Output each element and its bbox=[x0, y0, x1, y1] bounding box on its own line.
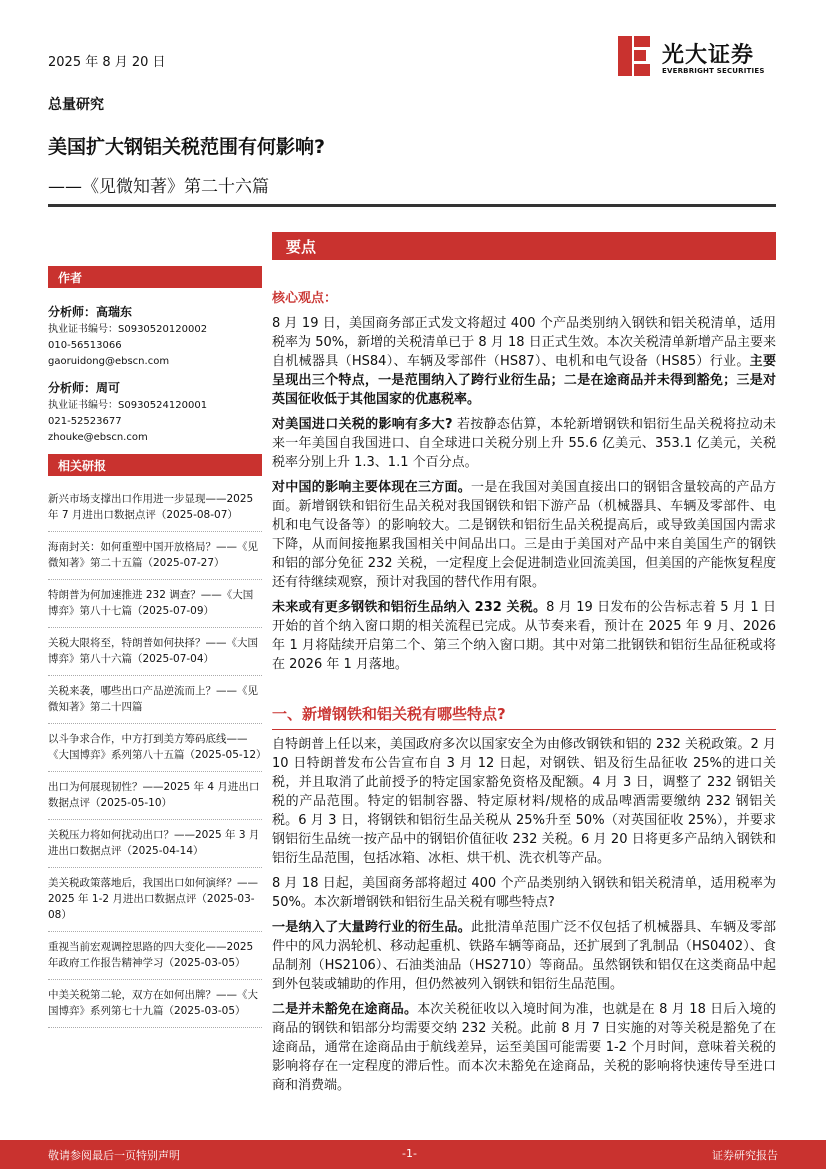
paragraph-4 bbox=[272, 598, 776, 674]
p1-text: 8 月 19 日，美国商务部正式发文将超过 400 个产品类别纳入钢铁和铝关税清单，适用税率为 50%，新增的关税清单已于 8 月 18 日正式生效。本次关税清单新增产品主要来自机械器具（HS84）、车辆及零部件（HS87）、电机和电气设备（HS85）行业。 bbox=[272, 316, 776, 369]
analyst-cert: 执业证书编号：S0930520120002 bbox=[48, 324, 208, 335]
paragraph-2 bbox=[272, 415, 776, 472]
list-item[interactable]: 特朗普为何加速推进 232 调查？——《大国博弈》第八十七篇（2025-07-09） bbox=[48, 586, 262, 628]
author-heading: 作者 bbox=[48, 266, 262, 288]
report-subtitle: ——《见微知著》第二十六篇 bbox=[48, 177, 269, 197]
list-item[interactable]: 新兴市场支撑出口作用进一步显现——2025 年 7 月进出口数据点评（2025-08-07） bbox=[48, 490, 262, 532]
list-item[interactable]: 中美关税第二轮，双方在如何出牌？——《大国博弈》系列第七十九篇（2025-03-05） bbox=[48, 986, 262, 1028]
analyst-email[interactable]: zhouke@ebscn.com bbox=[48, 432, 148, 443]
related-reports-heading: 相关研报 bbox=[48, 454, 262, 476]
list-item[interactable]: 美关税政策落地后，我国出口如何演绎？——2025 年 1-2 月进出口数据点评（2025-03-08） bbox=[48, 874, 262, 932]
section-heading-1: 一、新增钢铁和铝关税有哪些特点? bbox=[272, 703, 776, 730]
analyst-cert: 执业证书编号：S0930524120001 bbox=[48, 400, 208, 411]
list-item[interactable]: 海南封关：如何重塑中国开放格局？——《见微知著》第二十五篇（2025-07-27） bbox=[48, 538, 262, 580]
report-category: 总量研究 bbox=[48, 97, 104, 113]
list-item[interactable]: 关税压力将如何扰动出口？——2025 年 3 月进出口数据点评（2025-04-14） bbox=[48, 826, 262, 868]
page-number: -1- bbox=[402, 1147, 417, 1160]
paragraph-7 bbox=[272, 918, 776, 994]
related-reports-list bbox=[48, 490, 267, 1034]
analyst-block-1 bbox=[48, 304, 262, 370]
p8-bold: 二是并未豁免在途商品。 bbox=[272, 1002, 418, 1017]
list-item[interactable]: 以斗争求合作，中方打到美方筹码底线——《大国博弈》系列第八十五篇（2025-05-12） bbox=[48, 730, 262, 772]
logo-text-cn: 光大证券 bbox=[662, 43, 755, 68]
footer-disclaimer: 敬请参阅最后一页特别声明 bbox=[48, 1149, 180, 1162]
p2-text: 若按静态估算，本轮新增钢铁和铝衍生品关税将拉动未来一年美国自我国进口、自全球进口关税分别上升 55.6 亿美元、353.1 亿美元，关税税率分别上升 1.3、1.1 个百分点。 bbox=[272, 417, 777, 470]
analyst-email[interactable]: gaoruidong@ebscn.com bbox=[48, 356, 170, 367]
paragraph-1 bbox=[272, 314, 776, 409]
p4-text: 8 月 19 日发布的公告标志着 5 月 1 日开始的首个纳入窗口期的相关流程已完成。从节奏来看，预计在 2025 年 9 月、2026 年 1 月将陆续开启第二个、第三个纳入窗口期。其中对第二批钢铁和铝衍生品征税或将在 2026 年 1 月落地。 bbox=[272, 600, 776, 672]
paragraph-5: 自特朗普上任以来，美国政府多次以国家安全为由修改钢铁和铝的 232 关税政策。2 月 10 日特朗普发布公告宣布自 3 月 12 日起，对钢铁、铝及衍生品征收 25%的进口关税，并且取消了此前授予的特定国家豁免资格及配额。4 月 3 日，调整了 232 钢铝关税的产品范围。特定的铝制容器、特定原材料/规格的成品啤酒需要缴纳 232 钢铝关税。6 月 3 日，将钢铁和铝衍生品关税从 25%升至 50%（对英国征收 25%），并要求钢铝衍生品统一按产品中的钢铝价值征收 232 关税。6 月 20 日将更多产品纳入钢铁和铝衍生品范围，包括冰箱、冰柜、烘干机、洗衣机等产品。 bbox=[272, 737, 776, 866]
footer-doc-type: 证券研究报告 bbox=[712, 1149, 778, 1162]
p3-text: 一是在我国对美国直接出口的钢铝含量较高的产品方面。新增钢铁和铝衍生品关税对我国钢铁和铝下游产品（机械器具、车辆及零部件、电机和电气设备等）的影响较大。二是钢铁和铝衍生品关税提高后，或导致美国国内需求下降，从而间接拖累我国相关中间品出口。三是由于美国对产品中来自美国生产的钢铁和铝的部分免征 232 关税，一定程度上会促进制造业回流美国，但美国的产能恢复程度还有待继续观察，预计对我国的替代作用有限。 bbox=[272, 480, 776, 590]
paragraph-3 bbox=[272, 478, 776, 592]
list-item[interactable]: 关税大限将至，特朗普如何抉择？——《大国博弈》第八十六篇（2025-07-04） bbox=[48, 634, 262, 676]
p4-bold: 未来或有更多钢铁和铝衍生品纳入 232 关税。 bbox=[272, 600, 547, 615]
list-item[interactable]: 出口为何展现韧性？——2025 年 4 月进出口数据点评（2025-05-10） bbox=[48, 778, 262, 820]
analyst-phone: 021-52523677 bbox=[48, 416, 122, 427]
p8-text: 本次关税征收以入境时间为准，也就是在 8 月 18 日后入境的商品的钢铁和铝部分均需要交纳 232 关税。此前 8 月 7 日实施的对等关税是豁免了在途商品，通常在途商品由于航线差异，运至美国可能需要 1-2 个月时间，意味着关税的影响将存在一定程度的滞后性。而本次未豁免在途商品，关税的影响将快速传导至进口商和消费端。 bbox=[272, 1002, 776, 1093]
p3-bold: 对中国的影响主要体现在三方面。 bbox=[272, 480, 472, 495]
logo-mark-icon bbox=[618, 36, 650, 76]
core-view-label: 核心观点： bbox=[272, 291, 338, 306]
analyst-name: 分析师：高瑞东 bbox=[48, 305, 133, 319]
p2-bold: 对美国进口关税的影响有多大? bbox=[272, 417, 453, 432]
logo-text-en: EVERBRIGHT SECURITIES bbox=[662, 67, 765, 75]
list-item[interactable]: 关税来袭，哪些出口产品逆流而上？——《见微知著》第二十四篇 bbox=[48, 682, 262, 724]
p1-bold: 主要呈现出三个特点，一是范围纳入了跨行业衍生品；二是在途商品并未得到豁免；三是对英国征收低于其他国家的优惠税率。 bbox=[272, 354, 776, 407]
p7-bold: 一是纳入了大量跨行业的衍生品。 bbox=[272, 920, 472, 935]
report-date: 2025 年 8 月 20 日 bbox=[48, 55, 166, 70]
report-title: 美国扩大钢铝关税范围有何影响? bbox=[48, 136, 326, 158]
analyst-phone: 010-56513066 bbox=[48, 340, 122, 351]
analyst-name: 分析师：周可 bbox=[48, 381, 121, 395]
paragraph-8 bbox=[272, 1000, 776, 1095]
section-bar-key-points: 要点 bbox=[272, 232, 776, 260]
company-logo bbox=[618, 36, 778, 80]
paragraph-6: 8 月 18 日起，美国商务部将超过 400 个产品类别纳入钢铁和铝关税清单，适用税率为 50%。本次新增钢铁和铝衍生品关税有哪些特点? bbox=[272, 876, 776, 910]
header-divider bbox=[48, 204, 776, 207]
section-1-body bbox=[272, 735, 776, 1101]
list-item[interactable]: 重视当前宏观调控思路的四大变化——2025 年政府工作报告精神学习（2025-03-05） bbox=[48, 938, 262, 980]
analyst-block-2 bbox=[48, 380, 262, 446]
p7-text: 此批清单范围广泛不仅包括了机械器具、车辆及零部件中的风力涡轮机、移动起重机、铁路车辆等商品，还扩展到了乳制品（HS0402）、食品制剂（HS2106）、石油类油品（HS2710）等商品。虽然钢铁和铝仅在这类商品中起到外包装或辅助的作用，但仍然被列入钢铁和铝衍生品范围。 bbox=[272, 920, 776, 992]
page-footer bbox=[0, 1140, 826, 1169]
key-points-body bbox=[272, 289, 776, 680]
